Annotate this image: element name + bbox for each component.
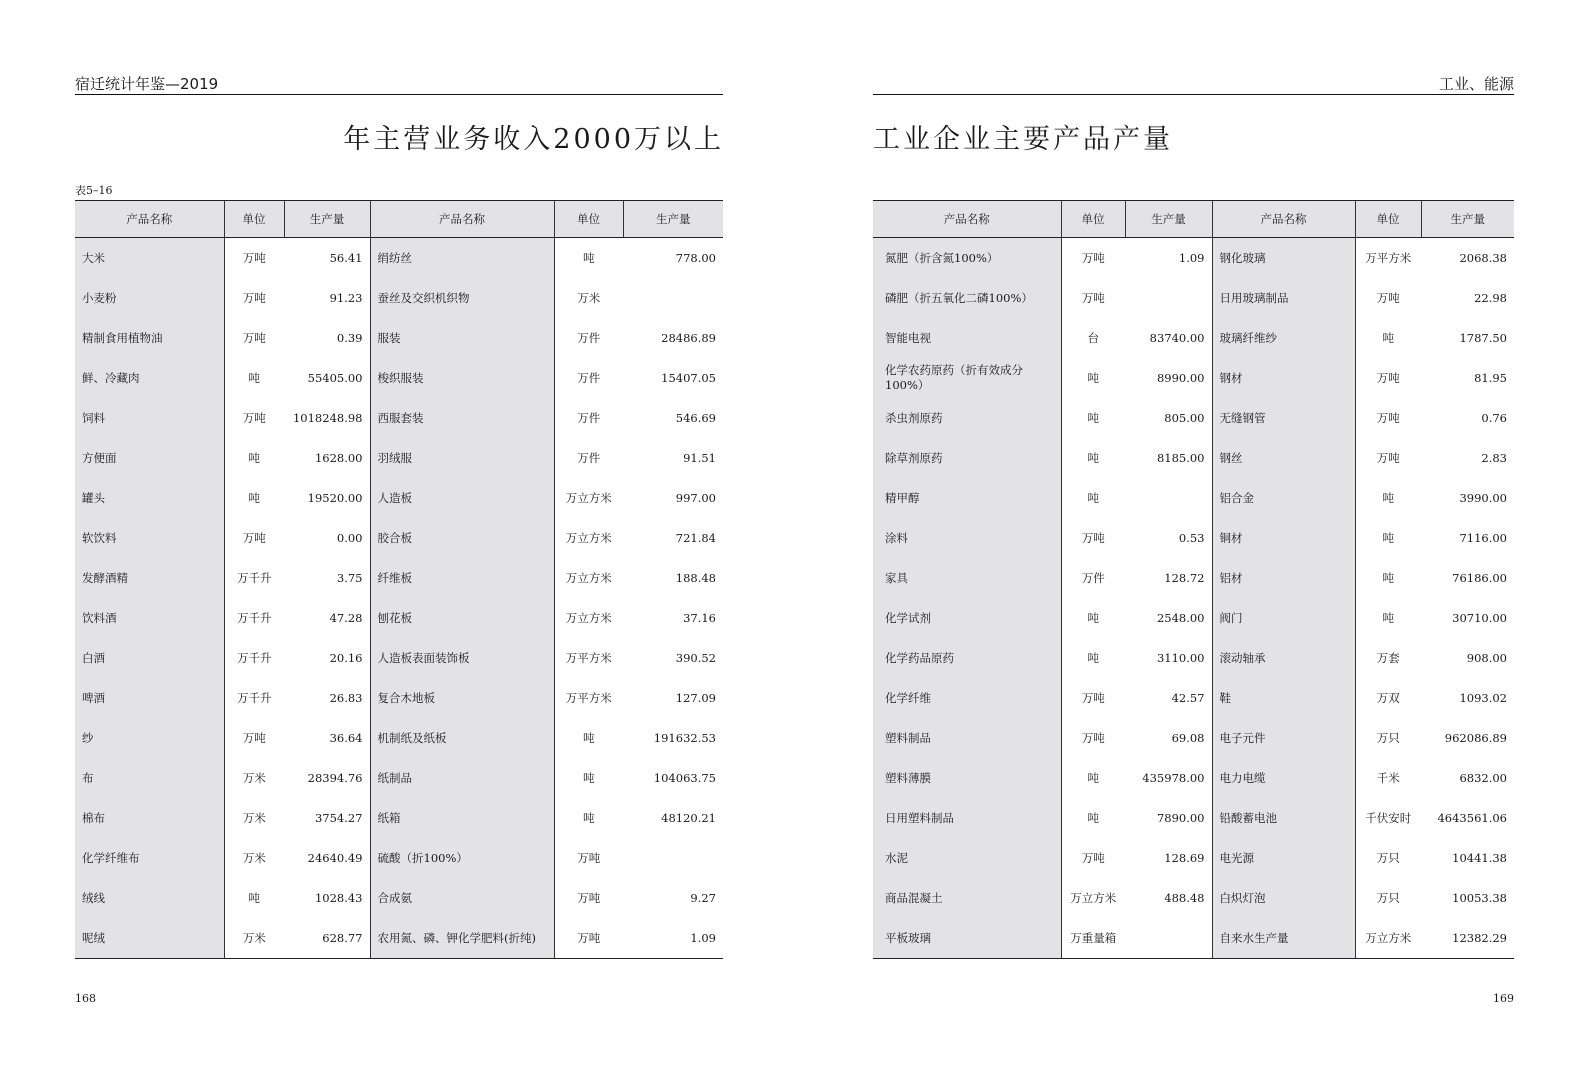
cell-output: 10053.38 <box>1452 890 1507 905</box>
cell-product-name: 磷肥（折五氧化二磷100%） <box>873 278 1061 318</box>
cell-unit: 万只 <box>1376 890 1400 905</box>
cell-product-name: 白炽灯泡 <box>1212 878 1355 918</box>
col-header-product-name: 产品名称 <box>1212 201 1355 238</box>
cell-unit: 千米 <box>1376 770 1400 785</box>
cell-output: 128.72 <box>1125 558 1212 598</box>
cell-product-name: 纸制品 <box>370 758 554 798</box>
cell-output: 104063.75 <box>653 770 716 785</box>
cell-product-name: 鲜、冷藏肉 <box>75 358 224 398</box>
page-title-part-2: 工业企业主要产品产量 <box>873 124 1173 155</box>
cell-product-name: 智能电视 <box>873 318 1061 358</box>
cell-product-name: 发酵酒精 <box>75 558 224 598</box>
cell-product-name: 电子元件 <box>1212 718 1355 758</box>
table-row <box>75 558 723 598</box>
cell-output: 3110.00 <box>1125 638 1212 678</box>
cell-unit: 万平方米 <box>565 690 612 705</box>
cell-unit: 万米 <box>242 770 266 785</box>
cell-product-name: 阀门 <box>1212 598 1355 638</box>
cell-output: 9.27 <box>690 890 716 905</box>
cell-output: 1.09 <box>1125 238 1212 279</box>
table-row <box>75 478 723 518</box>
cell-product-name: 罐头 <box>75 478 224 518</box>
cell-output: 0.00 <box>284 518 370 558</box>
cell-unit: 吨 <box>1087 610 1099 625</box>
cell-product-name: 除草剂原药 <box>873 438 1061 478</box>
cell-product-name: 硫酸（折100%） <box>370 838 554 878</box>
cell-output: 8990.00 <box>1125 358 1212 398</box>
cell-product-name: 化学纤维 <box>873 678 1061 718</box>
cell-unit: 万吨 <box>242 330 266 345</box>
cell-product-name: 铝合金 <box>1212 478 1355 518</box>
table-row <box>75 798 723 838</box>
table-row <box>873 638 1514 678</box>
table-row <box>75 318 723 358</box>
col-header-output: 生产量 <box>1125 201 1212 238</box>
cell-output <box>623 278 723 318</box>
cell-unit: 吨 <box>248 370 260 385</box>
cell-output <box>1125 278 1212 318</box>
table-row <box>873 318 1514 358</box>
table-number: 表5–16 <box>75 184 113 197</box>
cell-output: 48120.21 <box>661 810 716 825</box>
cell-product-name: 绢纺丝 <box>370 238 554 279</box>
cell-output: 37.16 <box>683 610 716 625</box>
cell-product-name: 羽绒服 <box>370 438 554 478</box>
cell-unit: 吨 <box>1087 370 1099 385</box>
col-header-unit: 单位 <box>554 201 623 238</box>
cell-output: 91.51 <box>683 450 716 465</box>
cell-output: 19520.00 <box>284 478 370 518</box>
cell-output: 0.39 <box>284 318 370 358</box>
cell-product-name: 涂料 <box>873 518 1061 558</box>
cell-unit: 万千升 <box>237 650 272 665</box>
cell-unit: 万立方米 <box>565 570 612 585</box>
cell-unit: 万件 <box>577 410 601 425</box>
cell-product-name: 人造板表面装饰板 <box>370 638 554 678</box>
cell-product-name: 电力电缆 <box>1212 758 1355 798</box>
cell-product-name: 钢材 <box>1212 358 1355 398</box>
cell-unit: 万件 <box>577 330 601 345</box>
cell-product-name: 小麦粉 <box>75 278 224 318</box>
cell-unit: 万立方米 <box>1355 918 1421 959</box>
cell-product-name: 塑料薄膜 <box>873 758 1061 798</box>
cell-unit: 万千升 <box>237 570 272 585</box>
table-row <box>75 358 723 398</box>
cell-product-name: 梭织服装 <box>370 358 554 398</box>
cell-output: 26.83 <box>284 678 370 718</box>
cell-unit: 万吨 <box>242 530 266 545</box>
cell-product-name: 日用塑料制品 <box>873 798 1061 838</box>
col-header-output: 生产量 <box>284 201 370 238</box>
product-output-table-right <box>873 200 1514 959</box>
cell-output: 2.83 <box>1481 450 1507 465</box>
cell-unit: 万吨 <box>554 918 623 959</box>
table-row <box>75 238 723 279</box>
table-row <box>873 358 1514 398</box>
cell-output: 1093.02 <box>1459 690 1507 705</box>
cell-unit: 吨 <box>583 250 595 265</box>
cell-unit: 万平方米 <box>1365 250 1412 265</box>
table-row <box>75 758 723 798</box>
cell-product-name: 西服套装 <box>370 398 554 438</box>
cell-output: 188.48 <box>675 570 716 585</box>
cell-unit: 吨 <box>1087 410 1099 425</box>
cell-unit: 万件 <box>577 370 601 385</box>
cell-product-name: 电光源 <box>1212 838 1355 878</box>
cell-unit: 万米 <box>577 290 601 305</box>
table-row <box>873 598 1514 638</box>
cell-output: 390.52 <box>675 650 716 665</box>
table-row <box>75 838 723 878</box>
cell-unit: 吨 <box>248 450 260 465</box>
table-row <box>75 918 723 959</box>
table-row <box>75 438 723 478</box>
cell-unit: 吨 <box>1087 450 1099 465</box>
table-row <box>873 398 1514 438</box>
table-row <box>873 518 1514 558</box>
cell-unit: 万双 <box>1376 690 1400 705</box>
cell-unit: 万立方米 <box>565 530 612 545</box>
cell-product-name: 胶合板 <box>370 518 554 558</box>
table-row <box>873 718 1514 758</box>
cell-unit: 万米 <box>242 810 266 825</box>
cell-unit: 万吨 <box>242 730 266 745</box>
cell-output: 1628.00 <box>284 438 370 478</box>
cell-product-name: 化学纤维布 <box>75 838 224 878</box>
cell-output: 4643561.06 <box>1437 810 1507 825</box>
table-row <box>873 278 1514 318</box>
cell-output: 36.64 <box>284 718 370 758</box>
cell-output: 30710.00 <box>1452 610 1507 625</box>
cell-product-name: 钢丝 <box>1212 438 1355 478</box>
cell-product-name: 化学试剂 <box>873 598 1061 638</box>
cell-output: 10441.38 <box>1452 850 1507 865</box>
cell-product-name: 无缝钢管 <box>1212 398 1355 438</box>
table-row <box>75 678 723 718</box>
product-output-table-left <box>75 200 723 959</box>
table-row <box>75 518 723 558</box>
cell-product-name: 服装 <box>370 318 554 358</box>
cell-unit: 万吨 <box>1081 250 1105 265</box>
cell-unit: 万件 <box>577 450 601 465</box>
cell-unit: 吨 <box>583 770 595 785</box>
cell-output: 962086.89 <box>1444 730 1507 745</box>
cell-output: 22.98 <box>1474 290 1507 305</box>
cell-output: 908.00 <box>1466 650 1507 665</box>
cell-product-name: 纱 <box>75 718 224 758</box>
cell-output: 12382.29 <box>1421 918 1514 959</box>
cell-unit: 万吨 <box>1081 850 1105 865</box>
cell-unit: 万吨 <box>577 850 601 865</box>
table-row <box>873 918 1514 959</box>
table-row <box>873 678 1514 718</box>
cell-unit: 万吨 <box>1376 450 1400 465</box>
cell-output: 55405.00 <box>284 358 370 398</box>
cell-output: 1.09 <box>623 918 723 959</box>
cell-output: 1028.43 <box>284 878 370 918</box>
cell-product-name: 棉布 <box>75 798 224 838</box>
cell-unit: 吨 <box>1382 570 1394 585</box>
cell-product-name: 刨花板 <box>370 598 554 638</box>
cell-output: 42.57 <box>1125 678 1212 718</box>
table-row <box>75 638 723 678</box>
table-row <box>873 758 1514 798</box>
col-header-output: 生产量 <box>1421 201 1514 238</box>
cell-output <box>1125 918 1212 959</box>
cell-unit: 万吨 <box>242 290 266 305</box>
cell-output: 0.53 <box>1125 518 1212 558</box>
table-row <box>75 598 723 638</box>
page-title-part-1: 年主营业务收入2000万以上 <box>343 124 724 155</box>
cell-unit: 万米 <box>224 918 284 959</box>
cell-product-name: 精甲醇 <box>873 478 1061 518</box>
cell-unit: 万米 <box>242 850 266 865</box>
cell-output: 28486.89 <box>661 330 716 345</box>
cell-unit: 万只 <box>1376 850 1400 865</box>
cell-output: 997.00 <box>675 490 716 505</box>
cell-output: 628.77 <box>284 918 370 959</box>
table-row <box>873 558 1514 598</box>
cell-output: 91.23 <box>284 278 370 318</box>
cell-unit: 台 <box>1087 330 1099 345</box>
cell-unit: 吨 <box>583 730 595 745</box>
cell-product-name: 鞋 <box>1212 678 1355 718</box>
cell-unit: 万吨 <box>1081 530 1105 545</box>
cell-unit: 吨 <box>1382 530 1394 545</box>
cell-product-name: 蚕丝及交织机织物 <box>370 278 554 318</box>
cell-product-name: 滚动轴承 <box>1212 638 1355 678</box>
cell-output: 488.48 <box>1125 878 1212 918</box>
cell-output: 69.08 <box>1125 718 1212 758</box>
cell-unit: 吨 <box>248 890 260 905</box>
cell-product-name: 合成氨 <box>370 878 554 918</box>
cell-unit: 万套 <box>1376 650 1400 665</box>
table-body-right <box>873 238 1514 959</box>
cell-output: 3754.27 <box>284 798 370 838</box>
cell-output: 47.28 <box>284 598 370 638</box>
cell-product-name: 呢绒 <box>75 918 224 959</box>
cell-unit: 吨 <box>1382 330 1394 345</box>
cell-product-name: 复合木地板 <box>370 678 554 718</box>
cell-product-name: 化学药品原药 <box>873 638 1061 678</box>
cell-output: 28394.76 <box>284 758 370 798</box>
col-header-unit: 单位 <box>1061 201 1125 238</box>
cell-unit: 万立方米 <box>565 490 612 505</box>
table-row <box>873 878 1514 918</box>
cell-output: 7116.00 <box>1459 530 1507 545</box>
col-header-unit: 单位 <box>224 201 284 238</box>
cell-product-name: 大米 <box>75 238 224 279</box>
cell-unit: 万重量箱 <box>1061 918 1125 959</box>
cell-unit: 万吨 <box>1376 410 1400 425</box>
cell-product-name: 绒线 <box>75 878 224 918</box>
cell-product-name: 氮肥（折含氮100%） <box>873 238 1061 279</box>
cell-output: 76186.00 <box>1452 570 1507 585</box>
cell-output: 546.69 <box>675 410 716 425</box>
cell-product-name: 方便面 <box>75 438 224 478</box>
cell-product-name: 啤酒 <box>75 678 224 718</box>
cell-unit: 吨 <box>1382 490 1394 505</box>
cell-product-name: 铜材 <box>1212 518 1355 558</box>
cell-unit: 吨 <box>1087 810 1099 825</box>
cell-unit: 万吨 <box>1081 690 1105 705</box>
table-row <box>75 718 723 758</box>
cell-output: 1787.50 <box>1459 330 1507 345</box>
col-header-unit: 单位 <box>1355 201 1421 238</box>
page-number: 169 <box>1493 992 1514 1005</box>
cell-unit: 万吨 <box>577 890 601 905</box>
cell-product-name: 钢化玻璃 <box>1212 238 1355 279</box>
cell-product-name: 水泥 <box>873 838 1061 878</box>
cell-product-name: 精制食用植物油 <box>75 318 224 358</box>
cell-product-name: 人造板 <box>370 478 554 518</box>
cell-output: 721.84 <box>675 530 716 545</box>
cell-unit: 吨 <box>1087 650 1099 665</box>
cell-output: 7890.00 <box>1125 798 1212 838</box>
cell-unit: 吨 <box>1087 770 1099 785</box>
cell-unit: 万立方米 <box>565 610 612 625</box>
table-row <box>75 278 723 318</box>
cell-unit: 万只 <box>1376 730 1400 745</box>
cell-product-name: 机制纸及纸板 <box>370 718 554 758</box>
col-header-product-name: 产品名称 <box>75 201 224 238</box>
cell-unit: 万平方米 <box>565 650 612 665</box>
col-header-product-name: 产品名称 <box>873 201 1061 238</box>
col-header-product-name: 产品名称 <box>370 201 554 238</box>
cell-output: 6832.00 <box>1459 770 1507 785</box>
cell-unit: 万件 <box>1081 570 1105 585</box>
page-number: 168 <box>75 992 96 1005</box>
cell-output: 435978.00 <box>1125 758 1212 798</box>
cell-unit: 吨 <box>248 490 260 505</box>
cell-product-name: 平板玻璃 <box>873 918 1061 959</box>
cell-unit: 万吨 <box>242 410 266 425</box>
cell-output: 24640.49 <box>284 838 370 878</box>
table-row <box>75 878 723 918</box>
table-row <box>873 798 1514 838</box>
cell-output: 191632.53 <box>653 730 716 745</box>
table-header-row <box>75 201 723 238</box>
cell-output: 81.95 <box>1474 370 1507 385</box>
col-header-output: 生产量 <box>623 201 723 238</box>
cell-product-name: 杀虫剂原药 <box>873 398 1061 438</box>
cell-unit: 万立方米 <box>1070 890 1117 905</box>
cell-output: 20.16 <box>284 638 370 678</box>
cell-unit: 吨 <box>1087 490 1099 505</box>
cell-output: 2548.00 <box>1125 598 1212 638</box>
cell-unit: 吨 <box>1382 610 1394 625</box>
cell-unit: 万吨 <box>1376 290 1400 305</box>
cell-product-name: 软饮料 <box>75 518 224 558</box>
cell-output: 56.41 <box>284 238 370 279</box>
table-row <box>873 238 1514 279</box>
cell-product-name: 布 <box>75 758 224 798</box>
table-row <box>873 478 1514 518</box>
table-body-left <box>75 238 723 959</box>
cell-output <box>623 838 723 878</box>
cell-unit: 万吨 <box>1081 730 1105 745</box>
cell-output: 8185.00 <box>1125 438 1212 478</box>
cell-output: 127.09 <box>675 690 716 705</box>
cell-product-name: 家具 <box>873 558 1061 598</box>
cell-unit: 万吨 <box>242 250 266 265</box>
cell-product-name: 塑料制品 <box>873 718 1061 758</box>
cell-unit: 万吨 <box>1081 290 1105 305</box>
cell-product-name: 纤维板 <box>370 558 554 598</box>
table-row <box>873 438 1514 478</box>
table-row <box>75 398 723 438</box>
cell-output: 3.75 <box>284 558 370 598</box>
cell-output: 1018248.98 <box>284 398 370 438</box>
cell-output: 3990.00 <box>1459 490 1507 505</box>
cell-output <box>1125 478 1212 518</box>
cell-output: 2068.38 <box>1459 250 1507 265</box>
cell-unit: 万千升 <box>237 690 272 705</box>
cell-product-name: 商品混凝土 <box>873 878 1061 918</box>
cell-product-name: 饮料酒 <box>75 598 224 638</box>
cell-output: 0.76 <box>1481 410 1507 425</box>
cell-unit: 万千升 <box>237 610 272 625</box>
cell-output: 15407.05 <box>661 370 716 385</box>
cell-product-name: 纸箱 <box>370 798 554 838</box>
cell-product-name: 日用玻璃制品 <box>1212 278 1355 318</box>
cell-product-name: 铅酸蓄电池 <box>1212 798 1355 838</box>
cell-product-name: 农用氮、磷、钾化学肥料(折纯) <box>370 918 554 959</box>
cell-unit: 千伏安时 <box>1365 810 1412 825</box>
table-header-row <box>873 201 1514 238</box>
running-header: 工业、能源 <box>873 74 1514 95</box>
cell-unit: 吨 <box>583 810 595 825</box>
cell-product-name: 化学农药原药（折有效成分100%） <box>873 358 1061 398</box>
cell-output: 83740.00 <box>1125 318 1212 358</box>
cell-product-name: 玻璃纤维纱 <box>1212 318 1355 358</box>
cell-product-name: 饲料 <box>75 398 224 438</box>
cell-product-name: 自来水生产量 <box>1212 918 1355 959</box>
cell-output: 128.69 <box>1125 838 1212 878</box>
cell-output: 778.00 <box>675 250 716 265</box>
cell-unit: 万吨 <box>1376 370 1400 385</box>
cell-product-name: 白酒 <box>75 638 224 678</box>
running-header: 宿迁统计年鉴—2019 <box>75 74 723 95</box>
cell-product-name: 铝材 <box>1212 558 1355 598</box>
right-page <box>793 0 1587 1077</box>
table-row <box>873 838 1514 878</box>
cell-output: 805.00 <box>1125 398 1212 438</box>
